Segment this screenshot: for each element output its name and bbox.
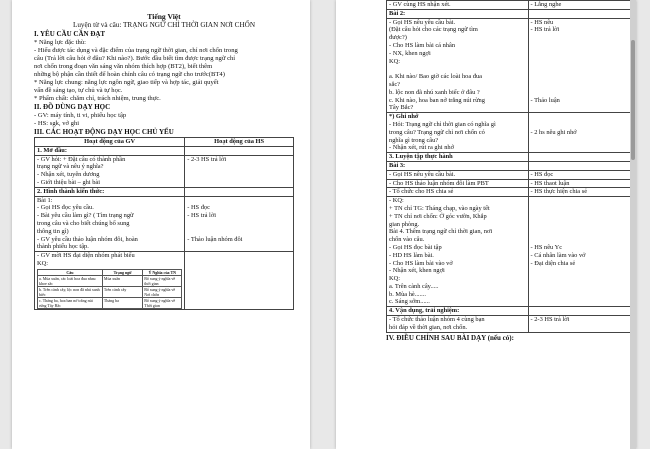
- teacher-activity-line: 4. Vận dụng, trải nghiệm:: [389, 307, 460, 315]
- teacher-activity-line: - Gọi HS nêu yêu cầu bài.: [389, 18, 456, 26]
- section-line: - GV: máy tính, ti vi, phiếu học tập: [34, 112, 127, 119]
- teacher-activity-line: 3. Luyện tập thực hành: [389, 153, 453, 161]
- student-activity-cell: [528, 307, 630, 316]
- teacher-activity-line: trạng ngữ và nêu ý nghĩa?: [37, 163, 104, 171]
- teacher-activity-line: KQ:: [37, 259, 49, 267]
- teacher-activity-line: - GV hỏi: + Đặt câu có thành phần: [37, 155, 126, 163]
- result-table-header: Ý Nghĩa của TN: [143, 269, 182, 275]
- student-activity-line: [531, 291, 628, 299]
- student-activity-line: [531, 89, 628, 97]
- section2-heading: II. ĐỒ DÙNG DẠY HỌC: [34, 103, 111, 111]
- student-activity-line: [531, 137, 628, 145]
- result-table-row: [38, 275, 182, 286]
- section-line: * Năng lực chung: năng lực ngôn ngữ, giao tiếp và hợp tác, giải quyết: [34, 79, 219, 86]
- teacher-activity-line: - Gọi HS đọc bài tập: [389, 243, 442, 251]
- student-activity-line: - HS đọc: [187, 204, 210, 212]
- teacher-activity-cell: [387, 161, 529, 170]
- teacher-activity-line: b. Mùa hè.......: [389, 290, 426, 298]
- teacher-activity-line: Tây Bắc?: [389, 104, 414, 112]
- student-activity-cell: [528, 188, 630, 197]
- student-activity-line: [531, 236, 628, 244]
- section-line: vấn đề sáng tạo, tự chủ và tự học.: [34, 87, 123, 94]
- section-line: * Phẩm chất: chăm chỉ, trách nhiệm, trung thực.: [34, 95, 161, 102]
- activities-table: [34, 137, 294, 310]
- teacher-activity-line: nghĩa gì trong câu?: [389, 136, 439, 144]
- section-line: câu (Trả lời câu hỏi ở đâu? Khi nào?). Bước đầu biết tìm được trạng ngữ chỉ: [34, 55, 236, 62]
- section1-body: [34, 39, 294, 103]
- result-table-cell: b. Trên cành cây, lộc non đã nhú xanh biếc: [38, 286, 103, 297]
- page1-content: [34, 12, 294, 310]
- student-activity-line: - HS thực hiện chia sẻ: [530, 188, 588, 196]
- table-row: [35, 252, 294, 310]
- student-activity-line: - HS đọc: [530, 170, 554, 178]
- teacher-activity-line: c. Khi nào, hoa ban nở trắng núi rừng: [389, 96, 485, 104]
- student-activity-cell: [528, 1, 630, 10]
- teacher-activity-cell: [35, 146, 185, 155]
- student-activity-cell: [185, 155, 294, 187]
- document-page-2: [336, 0, 636, 449]
- student-activity-cell: [185, 146, 294, 155]
- student-activity-cell: [528, 113, 630, 153]
- teacher-activity-cell: [387, 9, 529, 18]
- teacher-activity-line: - Cho HS làm bài cá nhân: [389, 41, 456, 49]
- teacher-activity-line: chốn vào câu.: [389, 236, 425, 244]
- student-activity-line: - HS nêu Yc: [530, 243, 563, 251]
- teacher-activity-cell: [387, 188, 529, 197]
- student-activity-line: - Đại diện chia sẻ: [530, 259, 576, 267]
- vertical-scrollbar[interactable]: [630, 0, 636, 449]
- result-table-row: [38, 297, 182, 308]
- teacher-activity-line: trong câu và cho biết chúng bổ sung: [37, 219, 130, 227]
- student-activity-cell: [528, 170, 630, 179]
- student-activity-line: - HS nêu: [530, 18, 554, 26]
- document-page-1: [12, 0, 310, 449]
- student-activity-line: [531, 81, 628, 89]
- table-row: [387, 153, 631, 162]
- teacher-activity-cell: [35, 252, 185, 310]
- student-activity-line: [531, 104, 628, 112]
- student-activity-line: [531, 121, 628, 129]
- teacher-activity-line: a. Khi nào/ Bao giờ các loài hoa đua: [389, 73, 482, 81]
- teacher-activity-line: được?): [389, 34, 407, 42]
- student-activity-cell: [528, 316, 630, 333]
- student-activity-line: [531, 50, 628, 58]
- table-row: [387, 179, 631, 188]
- student-activity-line: - Thảo luận: [530, 96, 560, 104]
- result-table-row: [38, 286, 182, 297]
- table-row: [35, 146, 294, 155]
- section3-heading: III. CÁC HOẠT ĐỘNG DẠY HỌC CHỦ YẾU: [34, 128, 174, 136]
- teacher-activity-line: (Đặt câu hỏi cho các trạng ngữ tìm: [389, 26, 478, 34]
- student-activity-cell: [185, 187, 294, 196]
- teacher-activity-line: - Gọi HS đọc yêu cầu.: [37, 204, 94, 212]
- teacher-activity-cell: [35, 196, 185, 252]
- teacher-activity-line: KQ:: [389, 57, 401, 65]
- student-activity-line: [531, 205, 628, 213]
- scrollbar-thumb[interactable]: [631, 40, 635, 160]
- teacher-activity-line: - Nhận xét, tuyên dương: [37, 171, 100, 179]
- teacher-activity-line: Bài 2:: [389, 9, 406, 17]
- table-row: [387, 161, 631, 170]
- table-row: [387, 307, 631, 316]
- page2-content: [386, 0, 631, 343]
- teacher-activity-line: - GV cùng HS nhận xét.: [389, 1, 451, 8]
- student-activity-line: [531, 144, 628, 152]
- teacher-activity-line: thành phiếu học tập.: [37, 243, 89, 251]
- teacher-activity-line: - Gọi HS nêu yêu cầu bài.: [389, 170, 456, 178]
- teacher-activity-cell: [387, 153, 529, 162]
- student-activity-cell: [528, 161, 630, 170]
- teacher-activity-cell: [387, 1, 529, 10]
- teacher-activity-line: - Cho HS làm bài vào vở: [389, 259, 453, 267]
- section-line: nơi chốn trong đoạn văn sáng văn nhóm thích hợp (BT2), biết thêm: [34, 63, 213, 70]
- student-activity-line: [531, 298, 628, 306]
- teacher-column-header: Hoạt động của GV: [35, 138, 185, 147]
- table-row: [35, 155, 294, 187]
- teacher-activity-line: - Hỏi: Trạng ngữ chỉ thời gian có nghĩa gì: [389, 120, 496, 128]
- teacher-activity-line: - Nhận xét, khen ngợi: [389, 267, 445, 275]
- teacher-activity-line: - GV mời HS đại diện nhóm phát biểu: [37, 252, 135, 260]
- student-activity-line: - Thảo luận nhóm đôi: [187, 235, 243, 243]
- teacher-activity-line: - Tổ chức cho HS chia sẻ: [389, 188, 454, 196]
- teacher-activity-line: 2. Hình thành kiến thức:: [37, 187, 105, 195]
- table-row: [387, 197, 631, 307]
- section-line: * Năng lực đặc thù:: [34, 39, 86, 46]
- student-activity-line: [531, 283, 628, 291]
- teacher-activity-line: c. Sáng sớm......: [389, 298, 430, 306]
- teacher-activity-cell: [387, 18, 529, 113]
- table-row: [387, 1, 631, 10]
- teacher-activity-line: + TN chỉ TG: Tháng chạp, vào ngày tết: [389, 204, 490, 212]
- result-table-header: Trạng ngữ: [102, 269, 142, 275]
- teacher-activity-line: 1. Mở đầu:: [37, 146, 67, 154]
- student-activity-line: [187, 228, 291, 236]
- result-table-cell: Bổ sung ý nghĩa về thời gian: [143, 275, 182, 286]
- teacher-activity-line: *) Ghi nhớ: [389, 113, 419, 121]
- student-activity-line: - Cá nhân làm vào vở: [530, 251, 586, 259]
- teacher-activity-line: Bài 1:: [37, 196, 53, 204]
- teacher-activity-line: trong câu? Trạng ngữ chỉ nơi chốn có: [389, 128, 485, 136]
- table-row: [35, 196, 294, 252]
- student-activity-line: [531, 197, 628, 205]
- teacher-activity-cell: [35, 187, 185, 196]
- section-line: những bộ phận cần thiết để hoàn chỉnh câu có trạng ngữ cho trước(BT4): [34, 71, 225, 78]
- student-column-header: Hoạt động của HS: [185, 138, 294, 147]
- student-activity-line: [531, 42, 628, 50]
- section2-body: [34, 112, 294, 128]
- teacher-activity-cell: [387, 307, 529, 316]
- teacher-activity-line: gian phòng.: [389, 220, 420, 228]
- student-activity-line: [187, 243, 291, 251]
- table-row: [387, 170, 631, 179]
- section-line: - Hiểu được tác dụng và đặc điểm của trạng ngữ thời gian, chỉ nơi chốn trong: [34, 47, 238, 54]
- teacher-activity-cell: [387, 179, 529, 188]
- teacher-activity-line: - Nhận xét, rút ra ghi nhớ: [389, 144, 454, 152]
- student-activity-line: [531, 275, 628, 283]
- section1-heading: I. YÊU CẦU CẦN ĐẠT: [34, 30, 106, 38]
- result-table-header: Câu: [38, 269, 103, 275]
- teacher-activity-line: - KQ:: [389, 197, 404, 205]
- teacher-activity-line: sắc?: [389, 80, 400, 88]
- teacher-activity-line: KQ:: [389, 275, 401, 283]
- teacher-activity-cell: [387, 170, 529, 179]
- teacher-activity-line: b. lộc non đã nhú xanh biếc ở đâu ?: [389, 88, 480, 96]
- teacher-activity-line: hỏi đáp về thời gian, nơi chốn.: [389, 323, 468, 331]
- student-activity-line: [531, 34, 628, 42]
- result-table-cell: Tháng ba: [102, 297, 142, 308]
- student-activity-cell: [528, 197, 630, 307]
- teacher-activity-line: - GV yêu cầu thảo luận nhóm đôi, hoàn: [37, 235, 138, 243]
- result-table-cell: c. Tháng ba, hoa ban nở trắng núi rừng Tây Bắc: [38, 297, 103, 308]
- student-activity-line: - 2-3 HS trả lời: [530, 316, 570, 324]
- student-activity-line: [531, 113, 628, 121]
- teacher-activity-line: thông tin gì): [37, 227, 69, 235]
- table-row: [387, 113, 631, 153]
- student-activity-line: - HS trả lời: [530, 26, 560, 34]
- result-table-cell: a. Mùa xuân, các loài hoa đua nhau khoe sắc: [38, 275, 103, 286]
- table-row: [387, 188, 631, 197]
- table-row: [35, 187, 294, 196]
- student-activity-cell: [185, 196, 294, 252]
- section-line: - HS: sgk, vở ghi: [34, 120, 80, 127]
- result-table: [37, 269, 182, 309]
- teacher-activity-line: - Giới thiệu bài – ghi bài: [37, 178, 101, 186]
- student-activity-line: [187, 197, 291, 205]
- student-activity-line: - 2-3 HS trả lời: [187, 155, 227, 163]
- teacher-activity-line: - Cho HS thảo luận nhóm đôi làm PBT: [389, 179, 489, 187]
- teacher-activity-cell: [387, 316, 529, 333]
- student-activity-line: - HS thaot luận: [530, 179, 570, 187]
- teacher-activity-line: [389, 65, 526, 73]
- teacher-activity-line: + TN chỉ nơi chốn: Ở góc vườn, Khắp: [389, 212, 487, 220]
- lesson-subject-title: Tiếng Việt: [147, 12, 181, 21]
- student-activity-line: [187, 220, 291, 228]
- teacher-activity-line: Bài 3:: [389, 161, 406, 169]
- student-activity-line: [531, 324, 628, 332]
- student-activity-cell: [528, 18, 630, 113]
- student-activity-line: [531, 267, 628, 275]
- table-row: [387, 18, 631, 113]
- table-row: [387, 9, 631, 18]
- student-activity-line: - HS trả lời: [187, 212, 216, 220]
- teacher-activity-cell: [35, 155, 185, 187]
- student-activity-cell: [528, 153, 630, 162]
- student-activity-line: [531, 221, 628, 229]
- student-activity-line: - Lắng nghe: [530, 1, 562, 8]
- section4-heading: IV. ĐIỀU CHỈNH SAU BÀI DẠY (nếu có):: [386, 333, 514, 342]
- teacher-activity-line: - HD HS làm bài.: [389, 251, 434, 259]
- teacher-activity-cell: [387, 113, 529, 153]
- student-activity-line: [531, 228, 628, 236]
- student-activity-cell: [528, 9, 630, 18]
- result-table-cell: Mùa xuân: [102, 275, 142, 286]
- result-table-cell: Trên cành cây: [102, 286, 142, 297]
- result-table-cell: Bổ sung ý nghĩa về Thời gian: [143, 297, 182, 308]
- lesson-subtitle: Luyện từ và câu: TRẠNG NGỮ CHỈ THỜI GIAN NƠI CHỐN: [72, 21, 256, 29]
- teacher-activity-line: a. Trên cành cây.....: [389, 282, 439, 290]
- teacher-activity-line: - Bài yêu cầu làm gì? ( Tìm trạng ngữ: [37, 212, 134, 220]
- result-table-cell: Bổ sung ý nghĩa về Nơi chốn: [143, 286, 182, 297]
- teacher-activity-line: Bài 4. Thêm trạng ngữ chỉ thời gian, nơi: [389, 228, 493, 236]
- teacher-activity-line: - Tổ chức thảo luận nhóm 4 cùng bạn: [389, 316, 485, 324]
- student-activity-line: [531, 65, 628, 73]
- student-activity-line: [531, 213, 628, 221]
- student-activity-cell: [185, 252, 294, 310]
- teacher-activity-cell: [387, 197, 529, 307]
- student-activity-line: [531, 73, 628, 81]
- table-row: [387, 316, 631, 333]
- activities-table-continued: [386, 0, 631, 333]
- student-activity-cell: [528, 179, 630, 188]
- teacher-activity-line: - NX, khen ngợi: [389, 49, 431, 57]
- student-activity-line: - 2 hs nêu ghi nhớ: [530, 128, 577, 136]
- student-activity-line: [531, 58, 628, 66]
